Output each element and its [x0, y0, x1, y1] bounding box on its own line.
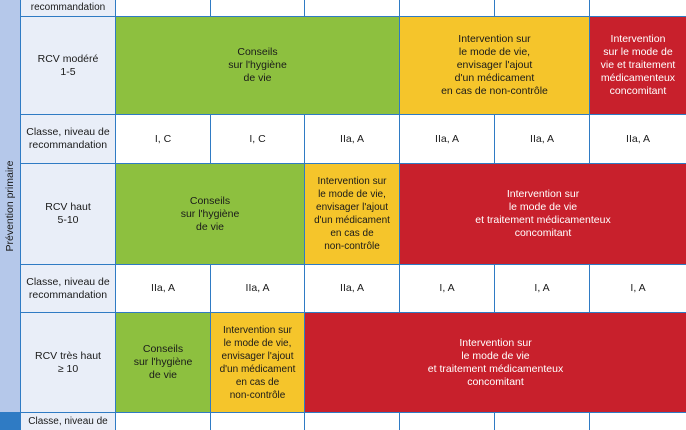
drug-treatment-cell: Intervention sur le mode de vie et traitement médicamenteux concomitant [590, 17, 686, 114]
bottom-partial-cell [590, 413, 686, 430]
grid-line [304, 0, 305, 16]
class-cell: IIa, A [116, 265, 210, 312]
lifestyle-intervention-cell: Intervention sur le mode de vie, envisager l'ajout d'un médicament en cas de non-contrôle [305, 164, 399, 264]
top-partial-cell [400, 0, 494, 16]
bottom-partial-cell [116, 413, 210, 430]
class-cell: IIa, A [590, 115, 686, 163]
section-label: Prévention primaire [4, 160, 16, 252]
grid-line [494, 412, 495, 430]
drug-treatment-cell: Intervention sur le mode de vie et traitement médicamenteux concomitant [400, 164, 686, 264]
lifestyle-advice-cell: Conseils sur l'hygiène de vie [116, 17, 399, 114]
class-cell: I, A [590, 265, 686, 312]
class-cell: IIa, A [495, 115, 589, 163]
lifestyle-intervention-cell: Intervention sur le mode de vie, envisager l'ajout d'un médicament en cas de non-contrôle [211, 313, 304, 412]
lifestyle-intervention-cell: Intervention sur le mode de vie, envisager l'ajout d'un médicament en cas de non-contrôle [400, 17, 589, 114]
bottom-partial-cell [400, 413, 494, 430]
row-label-high: RCV haut 5-10 [21, 164, 115, 264]
grid-line [20, 0, 21, 430]
grid-line [589, 0, 590, 164]
grid-line [20, 412, 686, 413]
next-section-sidebar [0, 412, 20, 430]
grid-line [304, 114, 305, 430]
top-partial-cell [495, 0, 589, 16]
bottom-partial-cell [495, 413, 589, 430]
grid-line [494, 264, 495, 313]
grid-line [115, 0, 116, 430]
lifestyle-advice-cell: Conseils sur l'hygiène de vie [116, 164, 304, 264]
top-partial-cell [305, 0, 399, 16]
class-cell: IIa, A [305, 115, 399, 163]
row-label-bottom-partial: Classe, niveau de [21, 413, 115, 430]
grid-line [20, 16, 686, 17]
row-label-class-moderate: Classe, niveau de recommandation [21, 115, 115, 163]
class-cell: I, A [495, 265, 589, 312]
class-cell: I, C [211, 115, 304, 163]
grid-line [589, 412, 590, 430]
grid-line [399, 412, 400, 430]
top-partial-cell [590, 0, 686, 16]
grid-line [20, 312, 686, 313]
grid-line [210, 0, 211, 16]
top-partial-cell [116, 0, 210, 16]
row-label-very-high: RCV très haut ≥ 10 [21, 313, 115, 412]
grid-line [20, 114, 686, 115]
grid-line [210, 114, 211, 164]
drug-treatment-cell: Intervention sur le mode de vie et traitement médicamenteux concomitant [305, 313, 686, 412]
class-cell: IIa, A [400, 115, 494, 163]
class-cell: I, C [116, 115, 210, 163]
grid-line [399, 264, 400, 313]
grid-line [589, 264, 590, 313]
class-cell: IIa, A [211, 265, 304, 312]
bottom-partial-cell [211, 413, 304, 430]
grid-line [494, 0, 495, 16]
grid-line [210, 264, 211, 430]
grid-line [20, 264, 686, 265]
grid-line [399, 0, 400, 264]
grid-line [20, 163, 686, 164]
lifestyle-advice-cell: Conseils sur l'hygiène de vie [116, 313, 210, 412]
class-cell: IIa, A [305, 265, 399, 312]
top-partial-cell [211, 0, 304, 16]
row-label-class-high: Classe, niveau de recommandation [21, 265, 115, 312]
row-label-moderate: RCV modéré 1-5 [21, 17, 115, 114]
class-cell: I, A [400, 265, 494, 312]
row-label-top-partial: recommandation [21, 0, 115, 16]
bottom-partial-cell [305, 413, 399, 430]
grid-line [494, 114, 495, 164]
